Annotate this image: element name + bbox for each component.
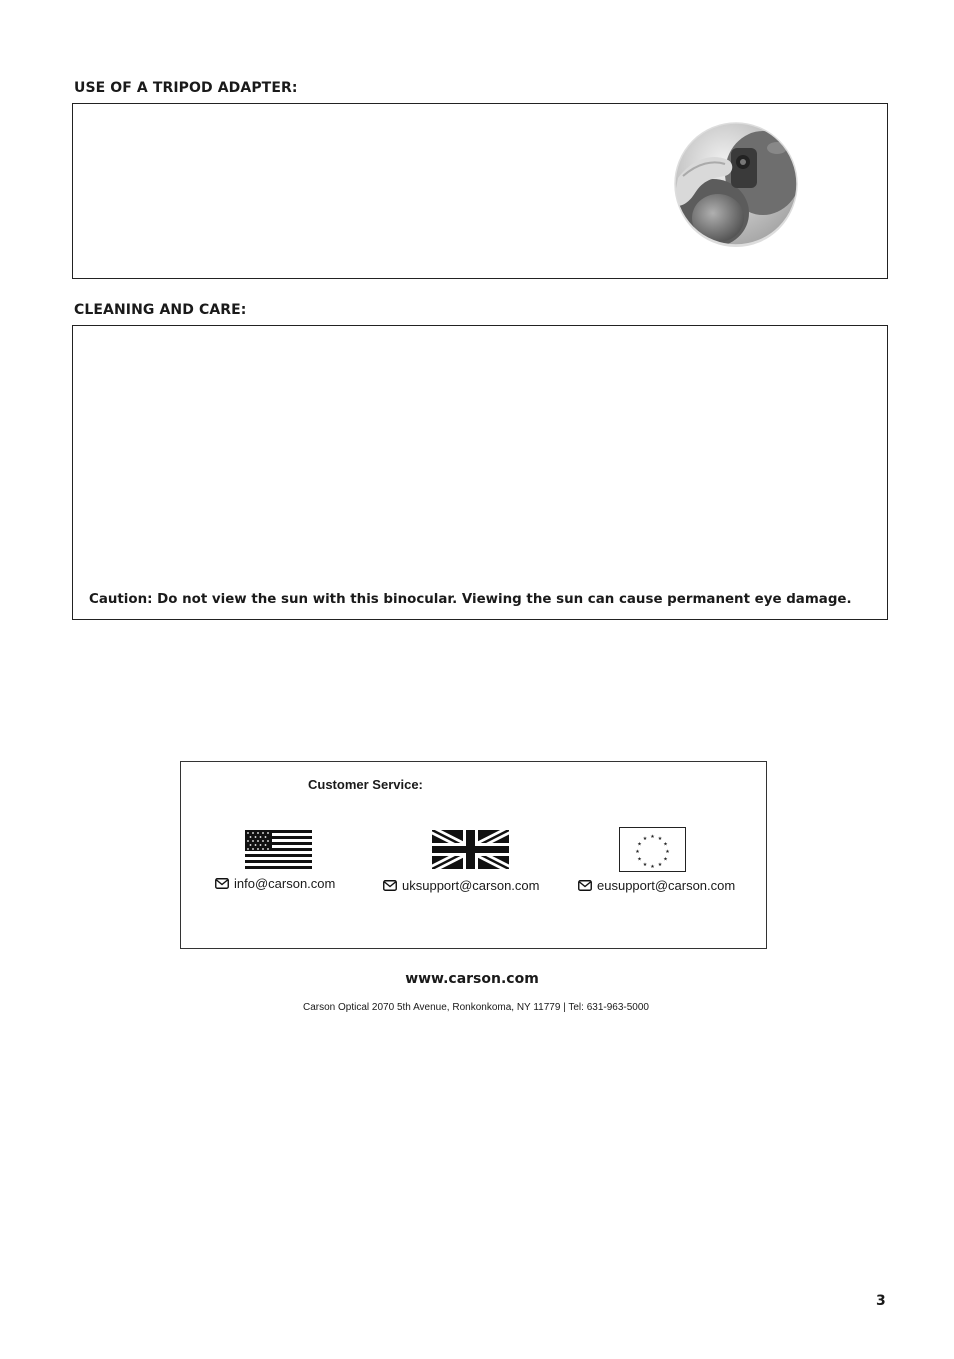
cleaning-heading: CLEANING AND CARE: — [74, 302, 247, 318]
svg-text:★: ★ — [650, 864, 655, 870]
binocular-photo — [673, 118, 801, 250]
page-number: 3 — [876, 1293, 886, 1309]
svg-text:★: ★ — [642, 836, 648, 842]
caution-warning: Caution: Do not view the sun with this binocular. Viewing the sun can cause permanent eye damage. — [89, 592, 852, 607]
contact-eu[interactable] — [578, 878, 735, 893]
tripod-section-box — [72, 103, 888, 279]
customer-service-title: Customer Service: — [308, 777, 423, 792]
company-address: Carson Optical 2070 5th Avenue, Ronkonkoma, NY 11779 | Tel: 631-963-5000 — [303, 1002, 649, 1013]
eu-flag-icon — [619, 827, 686, 872]
website-link[interactable]: www.carson.com — [405, 971, 539, 987]
email-link-eu[interactable]: eusupport@carson.com — [597, 878, 736, 893]
mail-icon — [578, 880, 592, 891]
svg-text:★: ★ — [642, 862, 648, 868]
mail-icon — [215, 878, 229, 889]
svg-text:★: ★ — [637, 856, 642, 863]
cleaning-section-box — [72, 325, 888, 620]
customer-service-box — [180, 761, 767, 949]
uk-flag-icon — [432, 830, 509, 869]
svg-text:★: ★ — [635, 849, 640, 855]
svg-text:★: ★ — [665, 849, 670, 855]
us-flag-icon — [245, 830, 312, 869]
svg-text:★: ★ — [650, 834, 655, 840]
svg-text:★: ★ — [663, 841, 668, 848]
svg-text:★: ★ — [637, 841, 642, 848]
contact-us[interactable] — [215, 876, 335, 891]
email-link-uk[interactable]: uksupport@carson.com — [402, 878, 540, 893]
svg-text:★: ★ — [657, 862, 663, 868]
svg-text:★: ★ — [657, 836, 663, 842]
contact-uk[interactable] — [383, 878, 539, 893]
email-link-us[interactable]: info@carson.com — [234, 876, 336, 891]
svg-text:★: ★ — [663, 856, 668, 863]
mail-icon — [383, 880, 397, 891]
tripod-heading: USE OF A TRIPOD ADAPTER: — [74, 80, 298, 96]
